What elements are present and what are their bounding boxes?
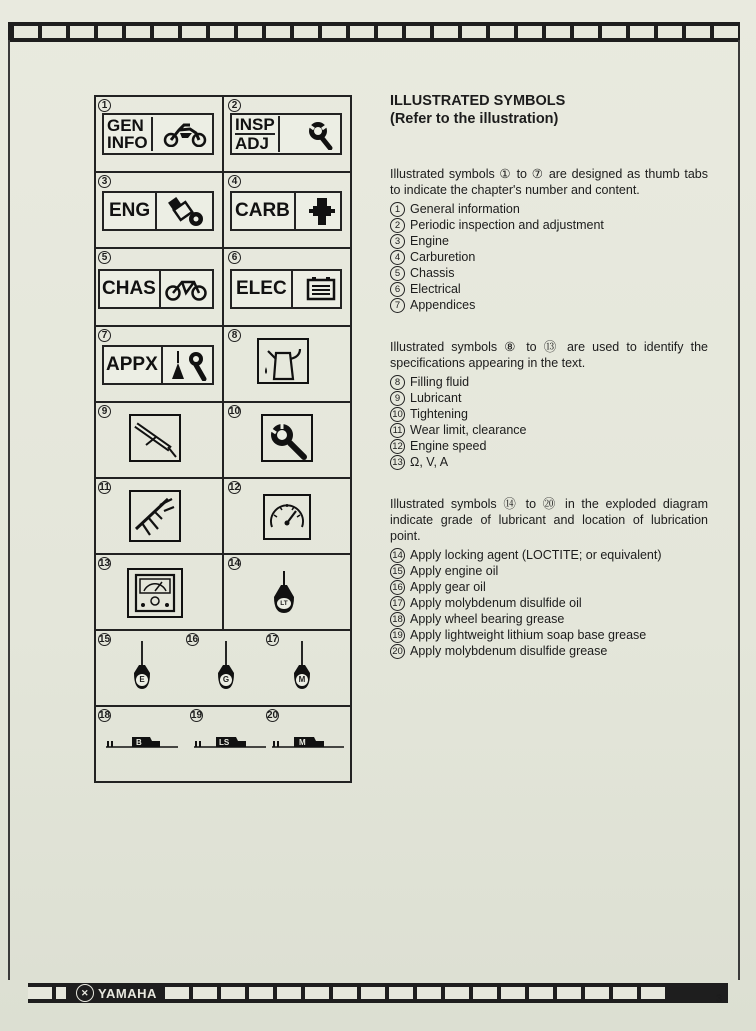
cell-number: 7 <box>98 329 111 342</box>
oiler-wrench-icon <box>168 349 208 381</box>
cell-number: 19 <box>191 710 203 721</box>
item-number: 2 <box>390 218 405 233</box>
cell-number: 10 <box>229 406 241 417</box>
bottom-border-bar <box>28 983 728 1003</box>
list-item <box>390 454 708 470</box>
cell-number: 5 <box>98 251 111 264</box>
list-item <box>390 374 708 390</box>
tab-engine <box>102 191 214 231</box>
oil-grade-letter: E <box>136 674 148 686</box>
cell-number: 11 <box>99 482 110 493</box>
list-item <box>390 217 708 233</box>
list-item <box>390 563 708 579</box>
symbol-grid <box>94 95 352 783</box>
item-text: Tightening <box>410 407 468 421</box>
gear-oil-icon <box>216 641 236 691</box>
item-number: 6 <box>390 282 405 297</box>
wheel-bearing-grease-icon <box>106 733 180 753</box>
tab-gen-info <box>102 113 214 155</box>
engine-oil-icon <box>132 641 152 691</box>
molybdenum-grease-icon <box>272 733 346 753</box>
bicycle-frame-icon <box>164 276 208 302</box>
item-text: Ω, V, A <box>410 455 449 469</box>
item-text: Apply wheel bearing grease <box>410 612 565 626</box>
page-number: 3 <box>716 993 723 1005</box>
tab-label: CARB <box>235 193 296 229</box>
item-text: Engine <box>410 234 449 248</box>
brand-name: YAMAHA <box>98 985 157 1001</box>
tab-label: INSP <box>235 115 275 134</box>
wrench-gauge-icon <box>302 118 336 150</box>
item-text: Apply molybdenum disulfide oil <box>410 596 582 610</box>
list-item <box>390 579 708 595</box>
item-number: 9 <box>390 391 405 406</box>
lithium-soap-grease-icon <box>194 733 268 753</box>
list-item <box>390 422 708 438</box>
tab-electrical <box>230 269 342 309</box>
cell-number: 9 <box>98 405 111 418</box>
item-number: 14 <box>390 548 405 563</box>
item-text: Periodic inspection and adjustment <box>410 218 604 232</box>
tightening-wrench-icon <box>260 413 314 463</box>
oil-grade-letter: LT <box>277 598 291 609</box>
cell-number: 20 <box>267 710 279 721</box>
item-number: 3 <box>390 234 405 249</box>
oil-grade-letter: M <box>296 674 308 686</box>
item-text: Engine speed <box>410 439 487 453</box>
list-item <box>390 595 708 611</box>
item-number: 4 <box>390 250 405 265</box>
tachometer-engine-speed-icon <box>262 493 312 541</box>
cell-number: 14 <box>229 558 241 569</box>
cell-number: 4 <box>228 175 241 188</box>
carburetor-icon <box>308 195 336 227</box>
item-number: 19 <box>390 628 405 643</box>
cell-number: 1 <box>98 99 111 112</box>
tab-label: APPX <box>106 347 163 383</box>
list-item <box>390 281 708 297</box>
list-item <box>390 249 708 265</box>
cell-number: 18 <box>99 710 111 721</box>
page-subtitle: (Refer to the illustration) <box>390 111 559 127</box>
tuning-fork-emblem-icon: ✕ <box>76 984 94 1002</box>
battery-icon <box>306 277 336 301</box>
molybdenum-oil-icon <box>292 641 312 691</box>
list-item <box>390 611 708 627</box>
item-number: 8 <box>390 375 405 390</box>
cell-number: 6 <box>228 251 241 264</box>
filling-fluid-icon <box>256 337 310 385</box>
grease-grade-letter: B <box>136 738 142 747</box>
item-text: Appendices <box>410 298 476 312</box>
left-border <box>8 40 10 980</box>
list-item <box>390 547 708 563</box>
tab-label: ADJ <box>235 133 275 152</box>
item-text: Apply locking agent (LOCTITE; or equivalent) <box>410 548 662 562</box>
brand-logo <box>70 983 165 1003</box>
tab-label: ENG <box>109 193 157 229</box>
item-text: Apply lightweight lithium soap base grease <box>410 628 647 642</box>
tab-chassis <box>98 269 214 309</box>
cell-number: 8 <box>228 329 241 342</box>
top-border-bar <box>8 22 740 42</box>
tab-label: GEN <box>107 116 144 135</box>
tab-label: INFO <box>107 133 148 152</box>
grease-grade-letter: LS <box>219 738 230 747</box>
list-item <box>390 265 708 281</box>
page-title: ILLUSTRATED SYMBOLS <box>390 93 566 109</box>
lubrication-symbol-list <box>390 547 708 659</box>
list-item <box>390 390 708 406</box>
lubricant-grease-gun-icon <box>128 413 182 463</box>
list-item <box>390 406 708 422</box>
chapter-tab-list <box>390 201 708 313</box>
cell-number: 17 <box>267 634 279 645</box>
engine-piston-icon <box>164 195 208 227</box>
item-number: 15 <box>390 564 405 579</box>
item-number: 12 <box>390 439 405 454</box>
item-text: Carburetion <box>410 250 476 264</box>
item-number: 11 <box>390 423 405 438</box>
caliper-wear-limit-icon <box>128 489 182 543</box>
item-text: Electrical <box>410 282 461 296</box>
oil-can-lt-icon <box>272 571 296 615</box>
specification-symbol-list <box>390 374 708 470</box>
item-number: 18 <box>390 612 405 627</box>
item-number: 13 <box>390 455 405 470</box>
item-text: Chassis <box>410 266 455 280</box>
tab-label: CHAS <box>102 271 161 307</box>
item-text: Apply gear oil <box>410 580 486 594</box>
text-column <box>390 92 708 659</box>
list-item <box>390 201 708 217</box>
tab-appendices <box>102 345 214 385</box>
grease-grade-letter: M <box>299 738 306 747</box>
list-item <box>390 627 708 643</box>
cell-number: 2 <box>228 99 241 112</box>
cell-number: 12 <box>229 482 241 493</box>
oil-grade-letter: G <box>220 674 232 686</box>
cell-number: 16 <box>187 634 199 645</box>
item-number: 20 <box>390 644 405 659</box>
tab-carburetion <box>230 191 342 231</box>
tab-label: ELEC <box>236 271 293 307</box>
item-text: Lubricant <box>410 391 462 405</box>
item-text: Wear limit, clearance <box>410 423 527 437</box>
intro-lubrication-symbols: Illustrated symbols ⑭ to ⑳ in the exploded diagram indicate grade of lubricant and location of lubrication point. <box>390 497 708 543</box>
list-item <box>390 233 708 249</box>
cell-number: 3 <box>98 175 111 188</box>
item-number: 17 <box>390 596 405 611</box>
motorcycle-icon <box>162 121 208 147</box>
item-number: 5 <box>390 266 405 281</box>
item-text: Apply engine oil <box>410 564 499 578</box>
cell-number: 15 <box>99 634 111 645</box>
right-border <box>738 40 740 980</box>
item-number: 16 <box>390 580 405 595</box>
item-number: 10 <box>390 407 405 422</box>
item-text: General information <box>410 202 520 216</box>
list-item <box>390 438 708 454</box>
intro-specification-symbols: Illustrated symbols ⑧ to ⑬ are used to identify the specifications appearing in the text. <box>390 340 708 370</box>
item-number: 1 <box>390 202 405 217</box>
item-number: 7 <box>390 298 405 313</box>
intro-chapter-tabs: Illustrated symbols ① to ⑦ are designed as thumb tabs to indicate the chapter's number and content. <box>390 167 708 197</box>
list-item <box>390 643 708 659</box>
tab-insp-adj <box>230 113 342 155</box>
list-item <box>390 297 708 313</box>
item-text: Apply molybdenum disulfide grease <box>410 644 608 658</box>
item-text: Filling fluid <box>410 375 470 389</box>
multimeter-icon <box>126 567 184 619</box>
cell-number: 13 <box>99 558 111 569</box>
